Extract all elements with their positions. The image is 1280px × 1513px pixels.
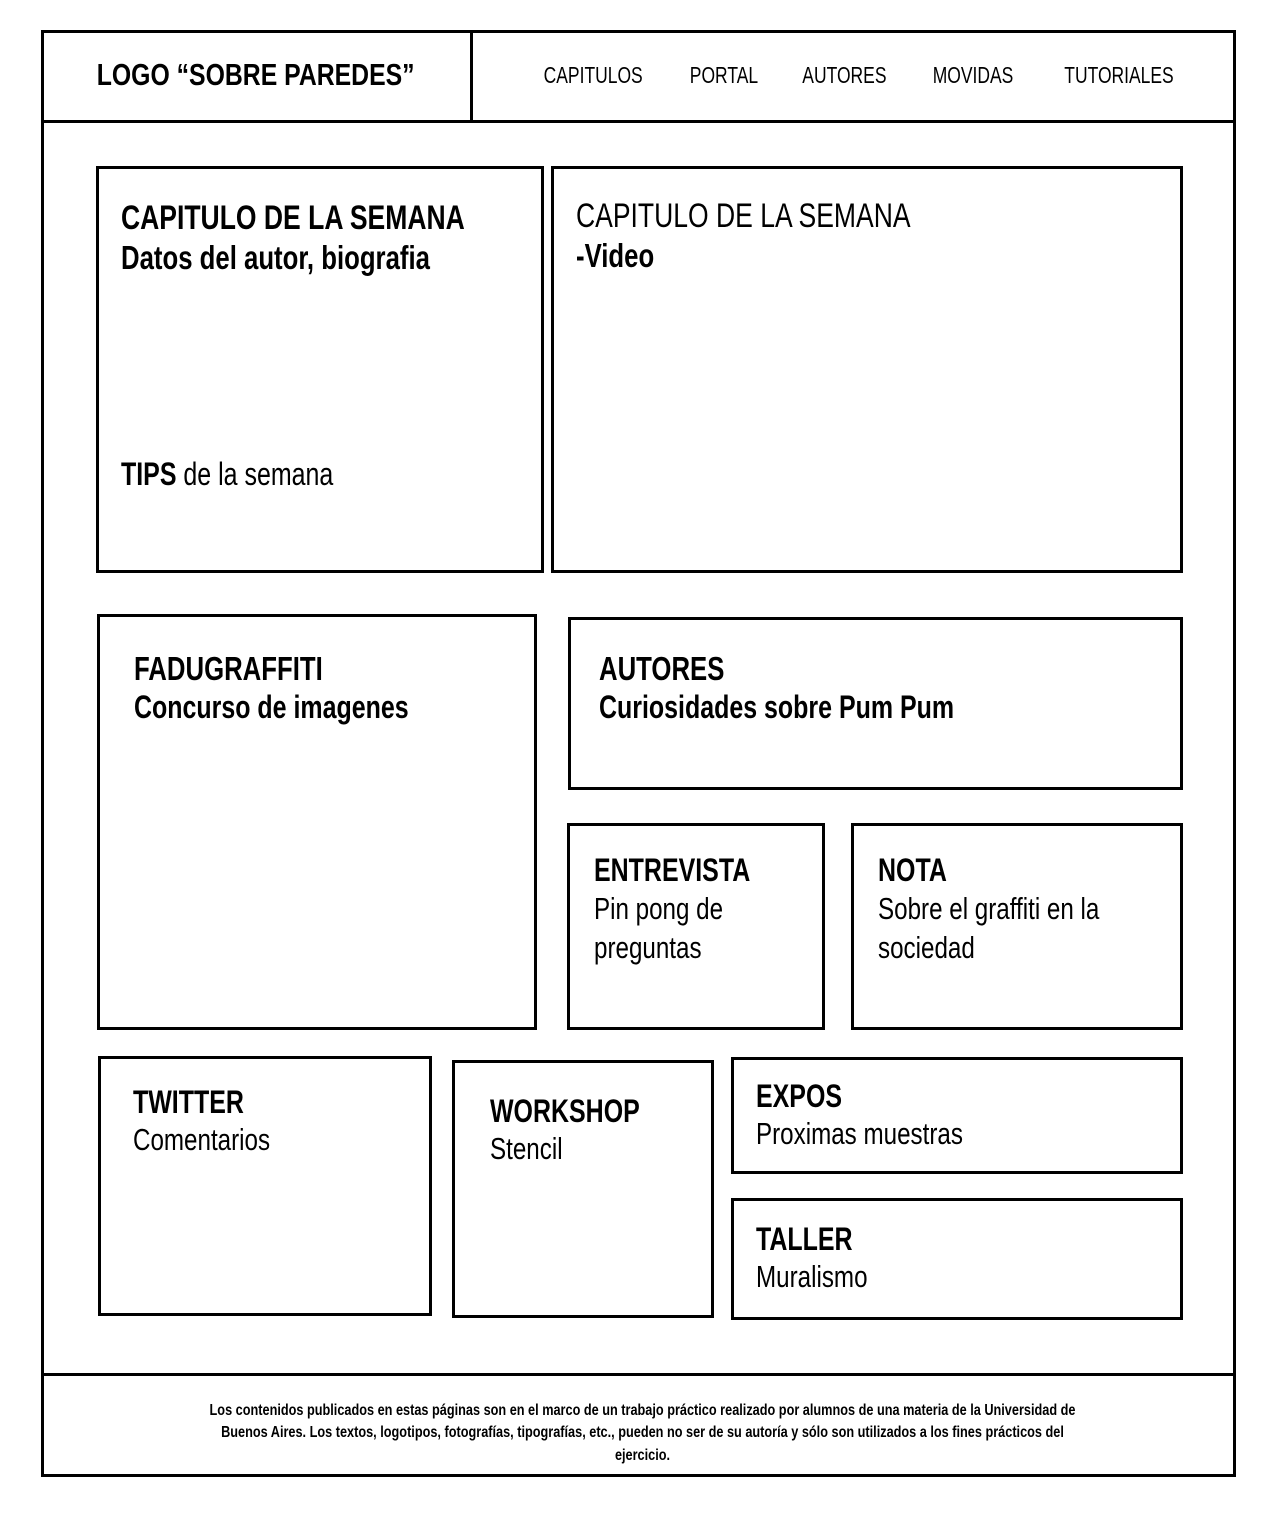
card-expos[interactable] bbox=[731, 1057, 1183, 1174]
card-twitter-subtitle: Comentarios bbox=[133, 1121, 271, 1157]
tips-strong: TIPS bbox=[121, 456, 177, 492]
card-nota-title: NOTA bbox=[878, 852, 947, 888]
card-fadugraffiti-subtitle: Concurso de imagenes bbox=[134, 688, 409, 725]
tips-rest: de la semana bbox=[176, 456, 334, 492]
card-nota-subtitle: Sobre el graffiti en la sociedad bbox=[878, 890, 1100, 966]
card-chapter-info[interactable] bbox=[96, 166, 544, 573]
card-entrevista-title: ENTREVISTA bbox=[594, 852, 751, 888]
card-chapter-video-title: CAPITULO DE LA SEMANA bbox=[576, 197, 911, 235]
card-fadugraffiti-title: FADUGRAFFITI bbox=[134, 650, 323, 687]
card-twitter-title: TWITTER bbox=[133, 1084, 244, 1120]
card-workshop[interactable] bbox=[452, 1060, 714, 1318]
card-chapter-info-subtitle: Datos del autor, biografia bbox=[121, 238, 430, 276]
card-taller-subtitle: Muralismo bbox=[756, 1258, 868, 1294]
card-taller-title: TALLER bbox=[756, 1221, 853, 1257]
card-entrevista-subtitle: Pin pong de preguntas bbox=[594, 890, 724, 966]
card-expos-title: EXPOS bbox=[756, 1078, 843, 1114]
nav-item-movidas[interactable]: MOVIDAS bbox=[933, 61, 1014, 88]
card-chapter-info-tips bbox=[121, 457, 441, 492]
card-workshop-title: WORKSHOP bbox=[490, 1093, 640, 1129]
main-navigation bbox=[473, 30, 1236, 120]
card-autores[interactable] bbox=[568, 617, 1183, 790]
nav-item-portal[interactable]: PORTAL bbox=[689, 61, 759, 88]
card-workshop-subtitle: Stencil bbox=[490, 1130, 563, 1166]
nav-item-tutoriales[interactable]: TUTORIALES bbox=[1064, 61, 1174, 88]
card-nota[interactable] bbox=[851, 823, 1183, 1030]
footer-disclaimer: Los contenidos publicados en estas páginas son en el marco de un trabajo práctico realizado por alumnos de una materia de la Universidad de Buenos Aires. Los textos, logotipos, fotografías, tipografías, etc., pueden no ser de su autoría y sólo son utilizados a los fines prácticos del ejercicio. bbox=[209, 1402, 1076, 1464]
nav-item-autores[interactable]: AUTORES bbox=[802, 61, 887, 88]
footer-divider bbox=[41, 1373, 1236, 1376]
logo-cell[interactable] bbox=[41, 30, 473, 120]
card-entrevista[interactable] bbox=[567, 823, 825, 1030]
nav-item-capitulos[interactable]: CAPITULOS bbox=[543, 61, 643, 88]
site-logo: LOGO “SOBRE PAREDES” bbox=[96, 57, 415, 92]
card-autores-title: AUTORES bbox=[599, 650, 725, 687]
card-chapter-video-subtitle: -Video bbox=[576, 236, 655, 274]
site-header bbox=[41, 30, 1236, 123]
card-twitter[interactable] bbox=[98, 1056, 432, 1316]
card-taller[interactable] bbox=[731, 1198, 1183, 1320]
card-chapter-info-title: CAPITULO DE LA SEMANA bbox=[121, 199, 465, 237]
card-expos-subtitle: Proximas muestras bbox=[756, 1115, 963, 1151]
card-fadugraffiti[interactable] bbox=[97, 614, 537, 1030]
card-chapter-video[interactable] bbox=[551, 166, 1183, 573]
card-autores-subtitle: Curiosidades sobre Pum Pum bbox=[599, 688, 955, 725]
